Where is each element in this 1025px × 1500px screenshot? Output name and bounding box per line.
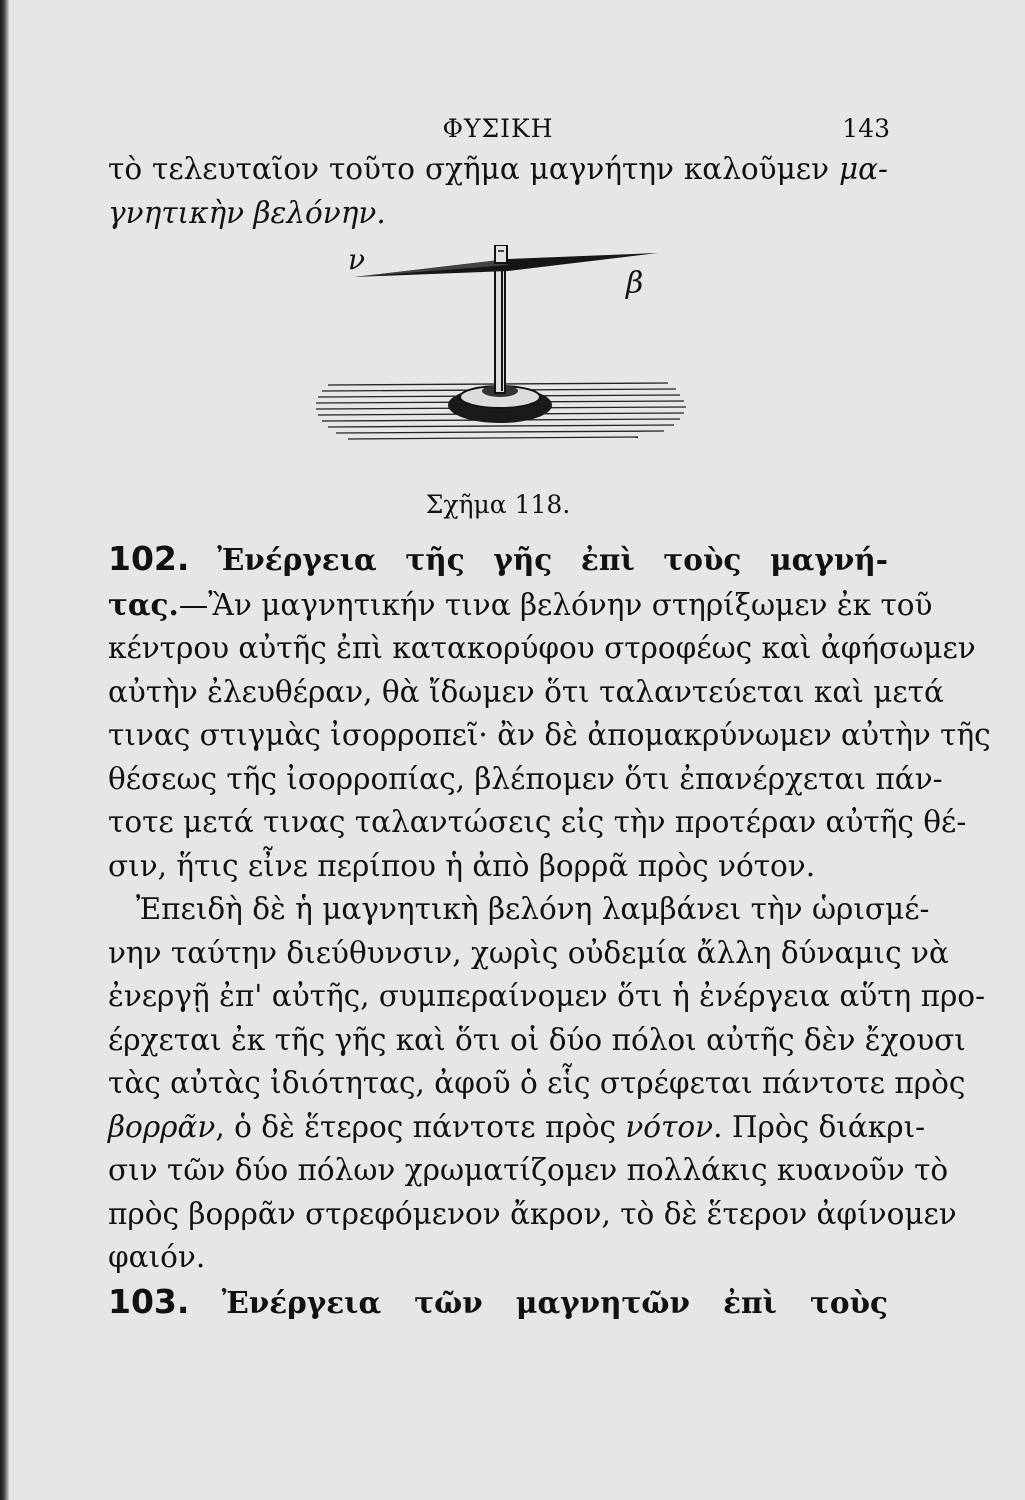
para2-line-1: Ἐπειδὴ δὲ ἡ μαγνητικὴ βελόνη λαμβάνει τὴν ὡρισμέ-: [136, 892, 930, 926]
page-number: 143: [842, 114, 890, 143]
section-102-number: 102.: [108, 539, 190, 578]
intro-line-2: γνητικὴν βελόνην.: [108, 195, 386, 230]
book-page: [108, 108, 991, 1325]
para2-italic-north: βορρᾶν: [108, 1109, 216, 1144]
section-102-title-b: τας.: [108, 586, 179, 622]
magnetic-needle-illustration: [308, 245, 728, 465]
para2-line-4: έρχεται ἐκ τῆς γῆς καὶ ὅτι οἱ δύο πόλοι αὐτῆς δὲν ἔχουσι: [108, 1022, 966, 1057]
section-102-title-a: Ἐνέργεια τῆς γῆς ἐπὶ τοὺς μαγνή-: [217, 542, 888, 577]
para2-line-6-mid: , ὁ δὲ ἕτερος πάντοτε πρὸς: [215, 1109, 626, 1144]
intro-line-1-italic: μα-: [838, 152, 888, 186]
label-north-letter: ν: [348, 245, 366, 276]
figure-caption: Σχῆμα 118.: [425, 490, 571, 519]
figure-magnetic-needle: [108, 245, 888, 475]
intro-line-1-text: τὸ τελευταῖον τοῦτο σχῆμα μαγνήτην καλοῦμεν: [108, 152, 839, 186]
section-103-heading: [108, 1280, 888, 1326]
section-102-line-5: θέσεως τῆς ἰσορροπίας, βλέπομεν ὅτι ἐπανέρχεται πάν-: [108, 761, 943, 796]
needle-cap: [495, 245, 507, 263]
para2-italic-south: νότον: [625, 1109, 714, 1144]
section-102-heading: [108, 537, 888, 583]
para2-line-6: [108, 1106, 926, 1150]
section-102-line-3: αὐτὴν ἐλευθέραν, θὰ ἴδωμεν ὅτι ταλαντεύεται καὶ μετά: [108, 674, 944, 709]
section-103-number: 103.: [108, 1281, 190, 1321]
section-103-title: Ἐνέργεια τῶν μαγνητῶν ἐπὶ τοὺς: [221, 1284, 888, 1320]
section-102-line-4: τινας στιγμὰς ἰσορροπεῖ· ἂν δὲ ἀπομακρύνωμεν αὐτὴν τῆς: [108, 718, 991, 752]
section-102-line-6: τοτε μετά τινας ταλαντώσεις εἰς τὴν προτέραν αὐτῆς θέ-: [108, 805, 967, 839]
para2-line-7: σιν τῶν δύο πόλων χρωματίζομεν πολλάκις κυανοῦν τὸ: [108, 1153, 949, 1187]
section-102-line-1: [108, 583, 933, 628]
section-102-line-2: κέντρου αὐτῆς ἐπὶ κατακορύφου στροφέως καὶ ἀφήσωμεν: [108, 631, 976, 665]
para2-line-2: νην ταύτην διεύθυνσιν, χωρὶς οὐδεμία ἄλλη δύναμις νὰ: [108, 935, 949, 970]
para2-line-6-end: . Πρὸς διάκρι-: [713, 1109, 926, 1144]
label-south-letter: β: [626, 266, 644, 301]
page-header: [108, 108, 888, 148]
para2-line-8: πρὸς βορρᾶν στρεφόμενον ἄκρον, τὸ δὲ ἕτερον ἀφίνομεν: [108, 1196, 957, 1231]
section-102-line-7: σιν, ἥτις εἶνε περίπου ἡ ἀπὸ βορρᾶ πρὸς νότον.: [108, 848, 816, 883]
running-title: ΦΥΣΙΚΗ: [442, 114, 554, 143]
section-102-text-1: —Ἂν μαγνητικήν τινα βελόνην στηρίξωμεν ἐκ τοῦ: [178, 587, 933, 622]
para2-line-9: φαιόν.: [108, 1240, 206, 1274]
para2-line-5: τὰς αὐτὰς ἰδιότητας, ἀφοῦ ὁ εἷς στρέφεται πάντοτε πρὸς: [108, 1066, 966, 1100]
pivot-rod: [495, 267, 505, 393]
intro-line-1: [108, 148, 888, 192]
para2-line-3: ἐνεργῇ ἐπ' αὐτῆς, συμπεραίνομεν ὅτι ἡ ἐνέργεια αὕτη προ-: [108, 979, 986, 1013]
book-binding-edge: [0, 0, 9, 1500]
